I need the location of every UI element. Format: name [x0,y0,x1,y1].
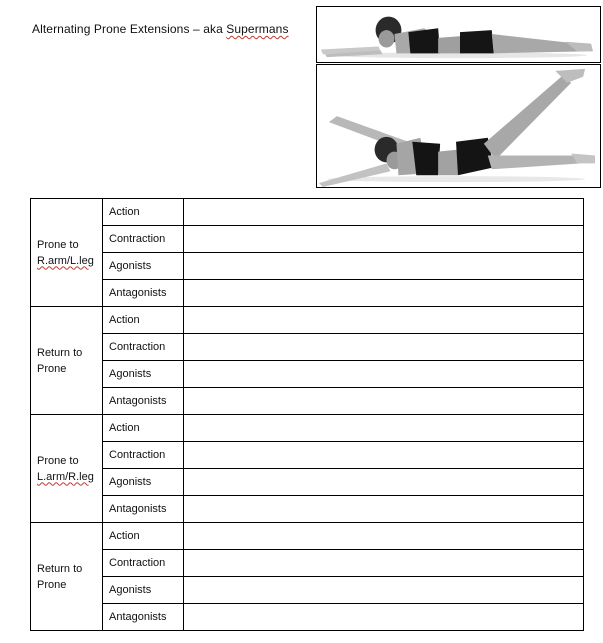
answer-field[interactable] [184,280,584,307]
answer-field[interactable] [184,442,584,469]
movement-label-line1: Prone to [37,454,79,467]
movement-label-line2: R.arm/L.leg [37,254,94,267]
table-row [31,334,584,361]
answer-field[interactable] [184,253,584,280]
row-label-antagonists: Antagonists [103,604,184,631]
movement-label-line2: Prone [37,578,67,591]
row-label-contraction: Contraction [103,550,184,577]
row-label-contraction: Contraction [103,334,184,361]
table-row [31,442,584,469]
answer-field[interactable] [184,523,584,550]
movement-cell [31,307,103,415]
table-row [31,226,584,253]
worksheet-title [32,22,289,36]
table-row [31,280,584,307]
row-label-contraction: Contraction [103,226,184,253]
movement-label-line1: Return to [37,346,83,359]
answer-field[interactable] [184,361,584,388]
superman-arm-leg-raise-photo [316,64,601,188]
row-label-agonists: Agonists [103,577,184,604]
answer-field[interactable] [184,199,584,226]
answer-field[interactable] [184,496,584,523]
answer-field[interactable] [184,550,584,577]
row-label-action: Action [103,199,184,226]
row-label-agonists: Agonists [103,361,184,388]
row-label-action: Action [103,523,184,550]
table-row [31,307,584,334]
title-supermans: Supermans [226,22,289,36]
answer-field[interactable] [184,226,584,253]
answer-field[interactable] [184,604,584,631]
movement-cell [31,415,103,523]
row-label-agonists: Agonists [103,253,184,280]
table-row [31,577,584,604]
table-row [31,253,584,280]
table-row [31,199,584,226]
row-label-antagonists: Antagonists [103,496,184,523]
row-label-agonists: Agonists [103,469,184,496]
row-label-contraction: Contraction [103,442,184,469]
table-row [31,388,584,415]
movement-cell [31,199,103,307]
answer-field[interactable] [184,469,584,496]
table-row [31,604,584,631]
row-label-action: Action [103,307,184,334]
answer-field[interactable] [184,334,584,361]
muscle-analysis-table [30,198,584,631]
table-row [31,361,584,388]
prone-lying-photo [316,6,601,63]
table-row [31,415,584,442]
answer-field[interactable] [184,388,584,415]
movement-label-line1: Prone to [37,238,79,251]
table-row [31,523,584,550]
row-label-action: Action [103,415,184,442]
movement-label-line2: Prone [37,362,67,375]
row-label-antagonists: Antagonists [103,280,184,307]
answer-field[interactable] [184,307,584,334]
answer-field[interactable] [184,415,584,442]
table-row [31,469,584,496]
table-row [31,496,584,523]
movement-cell [31,523,103,631]
row-label-antagonists: Antagonists [103,388,184,415]
answer-field[interactable] [184,577,584,604]
movement-label-line2: L.arm/R.leg [37,470,94,483]
movement-label-line1: Return to [37,562,83,575]
title-prefix: Alternating Prone Extensions – aka [32,22,227,36]
table-row [31,550,584,577]
